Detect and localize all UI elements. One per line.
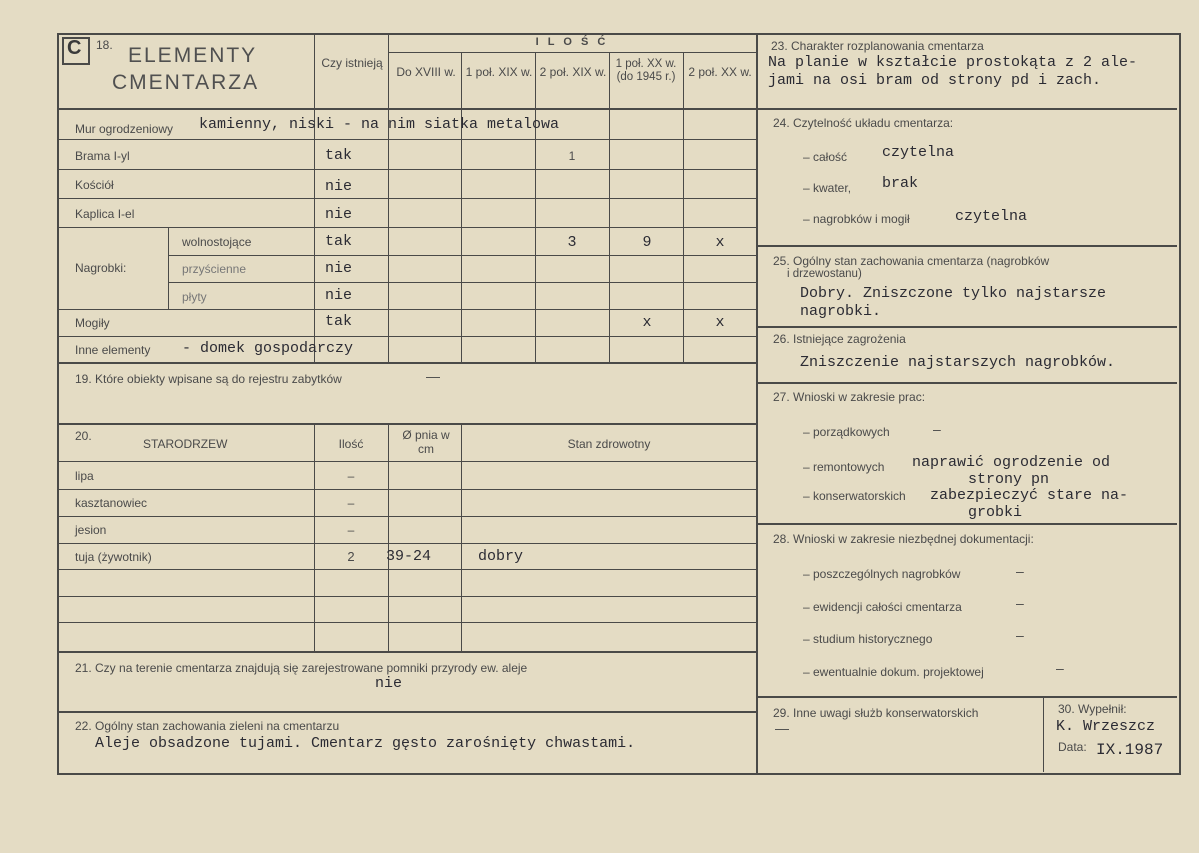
s20-row-tuja-diameter: 39-24 — [386, 548, 432, 565]
s26-label: 26. Istniejące zagrożenia — [773, 332, 906, 346]
s25-label1: 25. Ogólny stan zachowania cmentarza (nagrobków — [773, 254, 1050, 268]
s23-label: 23. Charakter rozplanowania cmentarza — [771, 39, 984, 53]
row-brama-label: Brama I-yl — [75, 149, 130, 163]
row-mogily-p4: x — [642, 314, 652, 331]
s20-row-kasztanowiec-count: – — [347, 496, 355, 510]
row-wolnostojace-label: wolnostojące — [182, 235, 252, 249]
row-wolnostojace-p5: x — [715, 234, 725, 251]
s20-header-diameter: Ø pnia w cm — [402, 428, 450, 456]
s28-item-2-value: – — [1016, 595, 1024, 611]
s27-remontowych-label: – remontowych — [803, 460, 885, 474]
s23-line2: jami na osi bram od strony pd i zach. — [768, 72, 1102, 89]
row-mogily-p5: x — [715, 314, 725, 331]
row-mur-value: kamienny, niski - na nim siatka metalowa — [199, 116, 560, 133]
s21-value: nie — [375, 675, 403, 692]
s20-row-jesion-count: – — [347, 523, 355, 537]
s20-header-ilosc: Ilość — [338, 437, 364, 451]
s30-label: 30. Wypełnił: — [1058, 702, 1127, 716]
s20-row-lipa-name: lipa — [75, 469, 94, 483]
s20-header-starodrzew: STARODRZEW — [143, 437, 228, 451]
s28-item-1-value: – — [1016, 563, 1024, 579]
s24-kwater-label: – kwater, — [803, 181, 852, 195]
s27-remontowych-line1: naprawić ogrodzenie od — [912, 454, 1111, 471]
header-period-2: 1 poł. XIX w. — [465, 65, 533, 79]
s28-item-2-label: – ewidencji całości cmentarza — [803, 600, 962, 614]
s28-item-1-label: – poszczególnych nagrobków — [803, 567, 961, 581]
s20-row-tuja-count: 2 — [347, 549, 355, 564]
s28-item-3-label: – studium historycznego — [803, 632, 933, 646]
s22-value: Aleje obsadzone tujami. Cmentarz gęsto zarośnięty chwastami. — [95, 735, 636, 752]
s24-calosc-value: czytelna — [882, 144, 955, 161]
s27-porzadkowych-label: – porządkowych — [803, 425, 890, 439]
s28-item-4-value: – — [1056, 660, 1064, 676]
s28-label: 28. Wnioski w zakresie niezbędnej dokumentacji: — [773, 532, 1034, 546]
row-inne-label: Inne elementy — [75, 343, 151, 357]
s25-label2: i drzewostanu) — [787, 268, 862, 280]
row-brama-p3: 1 — [568, 149, 576, 163]
header-period-1: Do XVIII w. — [396, 65, 456, 79]
row-mogily-label: Mogiły — [75, 316, 110, 330]
card-title-line2: CMENTARZA — [112, 71, 260, 94]
s25-line2: nagrobki. — [800, 303, 882, 320]
s24-nagrobkow-label: – nagrobków i mogił — [803, 212, 910, 226]
row-plyty-label: płyty — [182, 290, 207, 304]
s27-porzadkowych-value: – — [933, 421, 941, 437]
row-inne-value: - domek gospodarczy — [182, 340, 354, 357]
row-przyscienne-label: przyścienne — [182, 262, 247, 276]
s28-item-3-value: – — [1016, 627, 1024, 643]
s24-nagrobkow-value: czytelna — [955, 208, 1028, 225]
s27-konserwatorskich-line2: grobki — [968, 504, 1023, 521]
row-wolnostojace-exists: tak — [325, 233, 353, 250]
s29-value: — — [775, 720, 789, 736]
s25-line1: Dobry. Zniszczone tylko najstarsze — [800, 285, 1107, 302]
s24-label: 24. Czytelność układu cmentarza: — [773, 116, 954, 130]
s30-name: K. Wrzeszcz — [1056, 718, 1156, 735]
s27-konserwatorskich-line1: zabezpieczyć stare na- — [930, 487, 1129, 504]
s20-number: 20. — [75, 429, 92, 443]
s23-line1: Na planie w kształcie prostokąta z 2 ale- — [768, 54, 1138, 71]
s29-label: 29. Inne uwagi służb konserwatorskich — [773, 706, 979, 720]
s20-row-tuja-health: dobry — [478, 548, 524, 565]
header-period-3: 2 poł. XIX w. — [539, 65, 607, 79]
s19-value: — — [426, 368, 440, 384]
s24-kwater-value: brak — [882, 175, 919, 192]
s19-label: 19. Które obiekty wpisane są do rejestru zabytków — [75, 372, 342, 386]
row-wolnostojace-p4: 9 — [642, 234, 652, 251]
section-number: 18. — [96, 38, 113, 52]
s30-date: IX.1987 — [1096, 741, 1164, 759]
row-mogily-exists: tak — [325, 313, 353, 330]
s27-remontowych-line2: strony pn — [968, 471, 1050, 488]
header-period-4: 1 poł. XX w. (do 1945 r.) — [615, 58, 677, 83]
s20-row-lipa-count: – — [347, 469, 355, 483]
s28-item-4-label: – ewentualnie dokum. projektowej — [803, 665, 984, 679]
s24-calosc-label: – całość — [803, 150, 848, 164]
row-kosciol-exists: nie — [325, 178, 353, 195]
row-kaplica-label: Kaplica I-el — [75, 207, 135, 221]
row-plyty-exists: nie — [325, 287, 353, 304]
row-nagrobki-label: Nagrobki: — [75, 261, 127, 275]
s30-data-label: Data: — [1058, 740, 1087, 754]
s20-row-jesion-name: jesion — [75, 523, 107, 537]
row-przyscienne-exists: nie — [325, 260, 353, 277]
header-period-5: 2 poł. XX w. — [688, 65, 752, 79]
s27-label: 27. Wnioski w zakresie prac: — [773, 390, 926, 404]
row-brama-exists: tak — [325, 147, 353, 164]
s21-label: 21. Czy na terenie cmentarza znajdują się zarejestrowane pomniki przyrody ew. aleje — [75, 661, 528, 675]
s27-konserwatorskich-label: – konserwatorskich — [803, 489, 906, 503]
header-czy-istnieja: Czy istnieją — [321, 56, 383, 70]
row-wolnostojace-p3: 3 — [567, 234, 577, 251]
s20-row-tuja-name: tuja (żywotnik) — [75, 550, 152, 564]
s22-label: 22. Ogólny stan zachowania zieleni na cmentarzu — [75, 719, 340, 733]
header-ilosc: I L O Ś Ć — [535, 36, 609, 48]
row-kosciol-label: Kościół — [75, 178, 114, 192]
s20-row-kasztanowiec-name: kasztanowiec — [75, 496, 148, 510]
row-mur-label: Mur ogrodzeniowy — [75, 122, 174, 136]
section-letter: C — [67, 37, 82, 59]
s20-header-stan: Stan zdrowotny — [567, 437, 651, 451]
row-kaplica-exists: nie — [325, 206, 353, 223]
s26-value: Zniszczenie najstarszych nagrobków. — [800, 354, 1116, 371]
card-title-line1: ELEMENTY — [128, 44, 258, 67]
